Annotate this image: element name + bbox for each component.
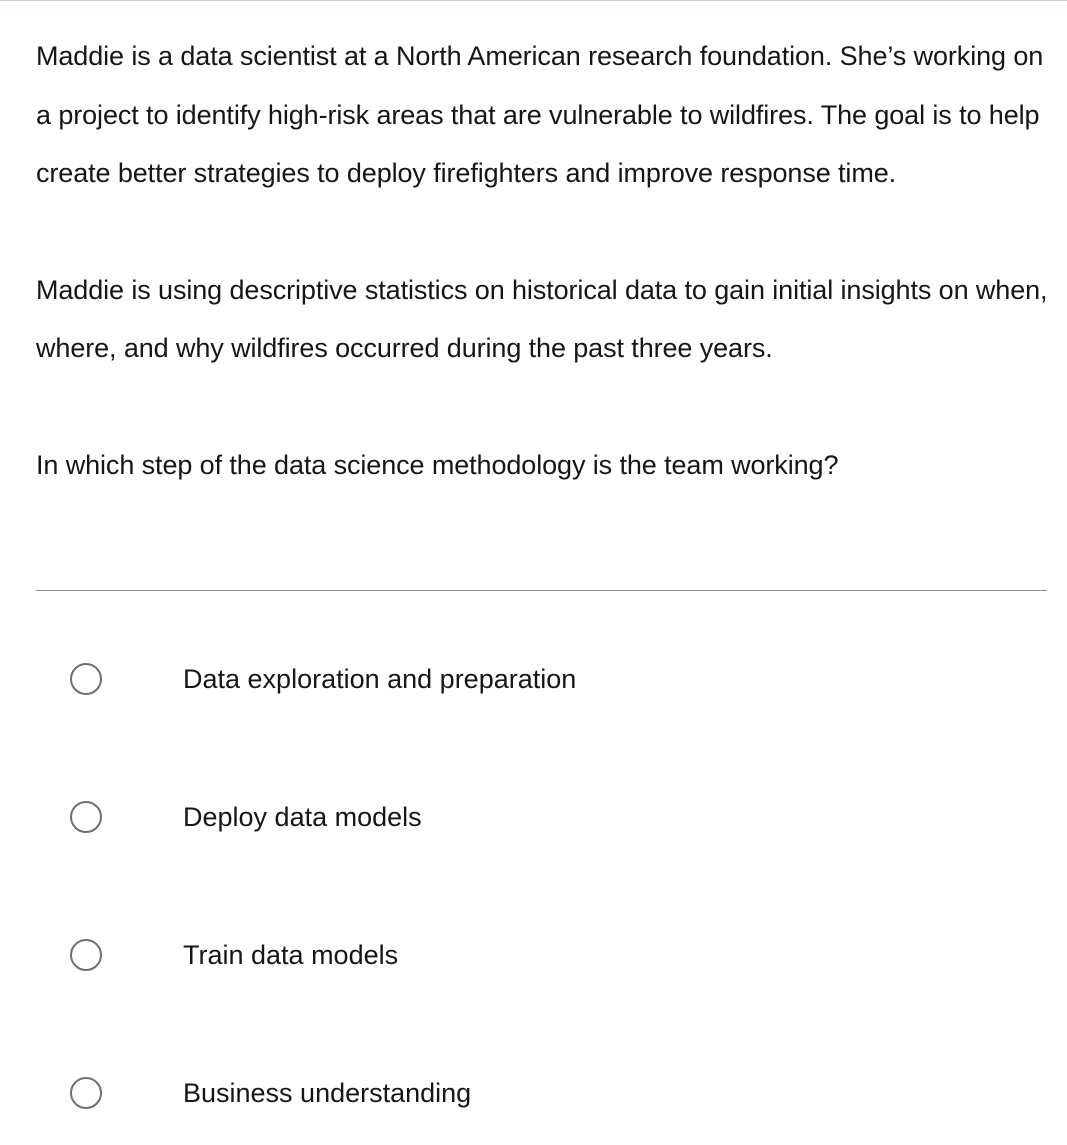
answer-option-label: Deploy data models [183,802,422,832]
answer-option-2[interactable] [70,797,970,837]
question-context-paragraph: Maddie is a data scientist at a North American research foundation. She’s working on a project to identify high-risk areas that are vulnerable to wildfires. The goal is to help create better strategies to deploy firefighters and improve response time. [36,41,1044,188]
radio-button[interactable] [70,939,102,971]
question-block [36,27,1056,494]
question-prompt: In which step of the data science methodology is the team working? [36,449,839,480]
answer-option-label: Business understanding [183,1078,472,1108]
divider [36,590,1047,591]
radio-button[interactable] [70,801,102,833]
radio-button[interactable] [70,663,102,695]
answer-option-label: Data exploration and preparation [183,664,577,694]
top-border [0,0,1067,1]
answer-option-1[interactable] [70,659,970,699]
radio-button[interactable] [70,1077,102,1109]
answer-option-label: Train data models [183,940,399,970]
question-detail-paragraph: Maddie is using descriptive statistics on historical data to gain initial insights on when, where, and why wildfires occurred during the past three years. [36,274,1048,363]
answer-option-3[interactable] [70,935,970,975]
answer-option-4[interactable] [70,1073,970,1113]
